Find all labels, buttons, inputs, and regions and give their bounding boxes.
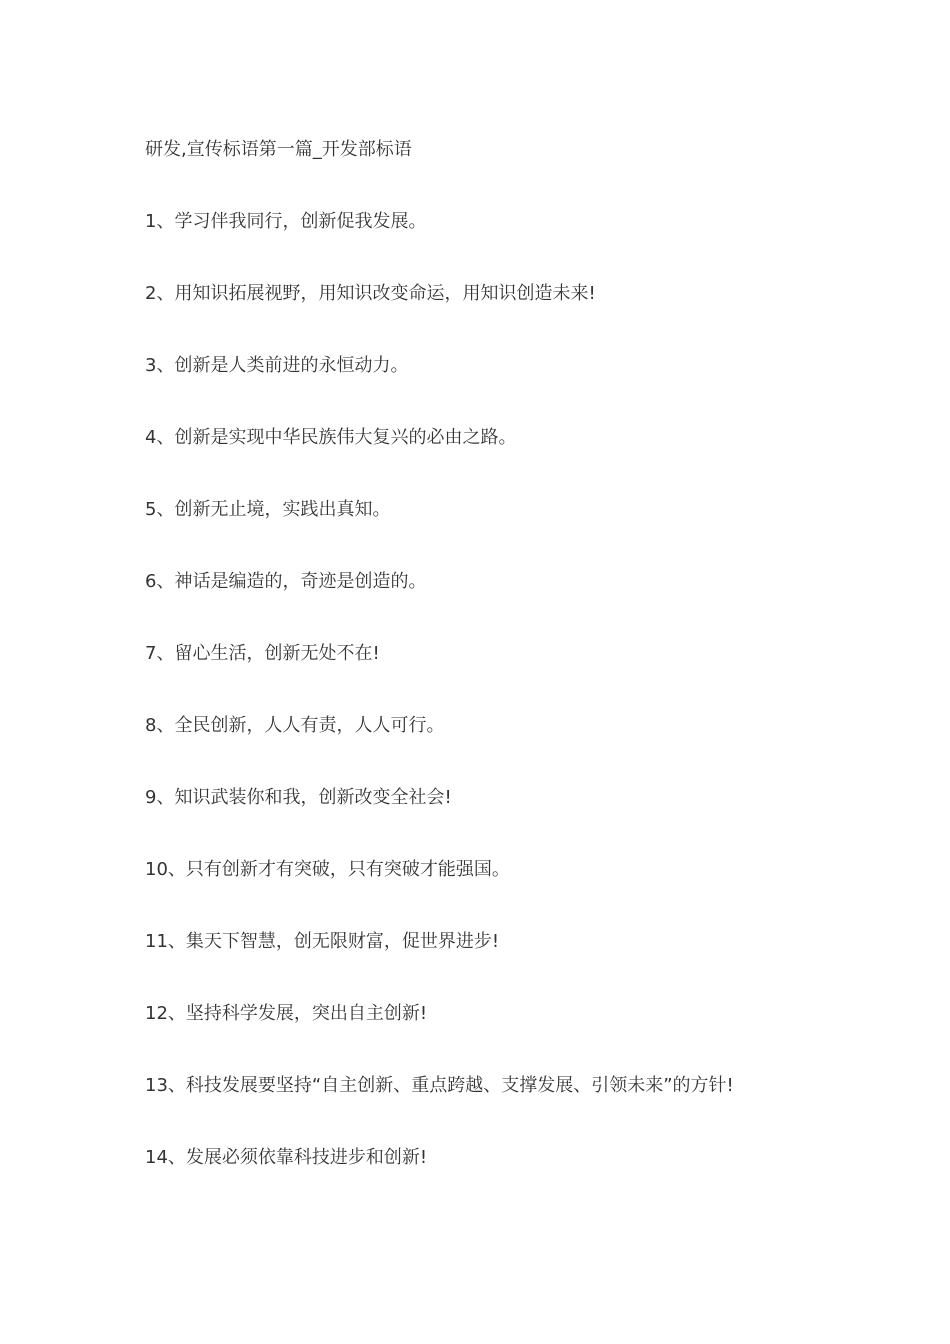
- slogan-item: 9、知识武装你和我，创新改变全社会!: [145, 787, 452, 808]
- slogan-item: 3、创新是人类前进的永恒动力。: [145, 355, 409, 376]
- slogan-item: 2、用知识拓展视野，用知识改变命运，用知识创造未来!: [145, 283, 596, 304]
- slogan-item: 7、留心生活，创新无处不在!: [145, 643, 380, 664]
- slogan-item: 8、全民创新，人人有责，人人可行。: [145, 715, 445, 736]
- slogan-item: 13、科技发展要坚持“自主创新、重点跨越、支撑发展、引领未来”的方针!: [145, 1075, 734, 1096]
- slogan-item: 6、神话是编造的，奇迹是创造的。: [145, 571, 427, 592]
- slogan-item: 10、只有创新才有突破，只有突破才能强国。: [145, 859, 510, 880]
- slogan-item: 11、集天下智慧，创无限财富，促世界进步!: [145, 931, 500, 952]
- slogan-item: 5、创新无止境，实践出真知。: [145, 499, 391, 520]
- slogan-item: 4、创新是实现中华民族伟大复兴的必由之路。: [145, 427, 517, 448]
- slogan-item: 12、坚持科学发展，突出自主创新!: [145, 1003, 428, 1024]
- slogan-item: 14、发展必须依靠科技进步和创新!: [145, 1147, 428, 1168]
- slogan-item: 1、学习伴我同行，创新促我发展。: [145, 211, 427, 232]
- document-title: 研发,宣传标语第一篇_开发部标语: [145, 139, 412, 160]
